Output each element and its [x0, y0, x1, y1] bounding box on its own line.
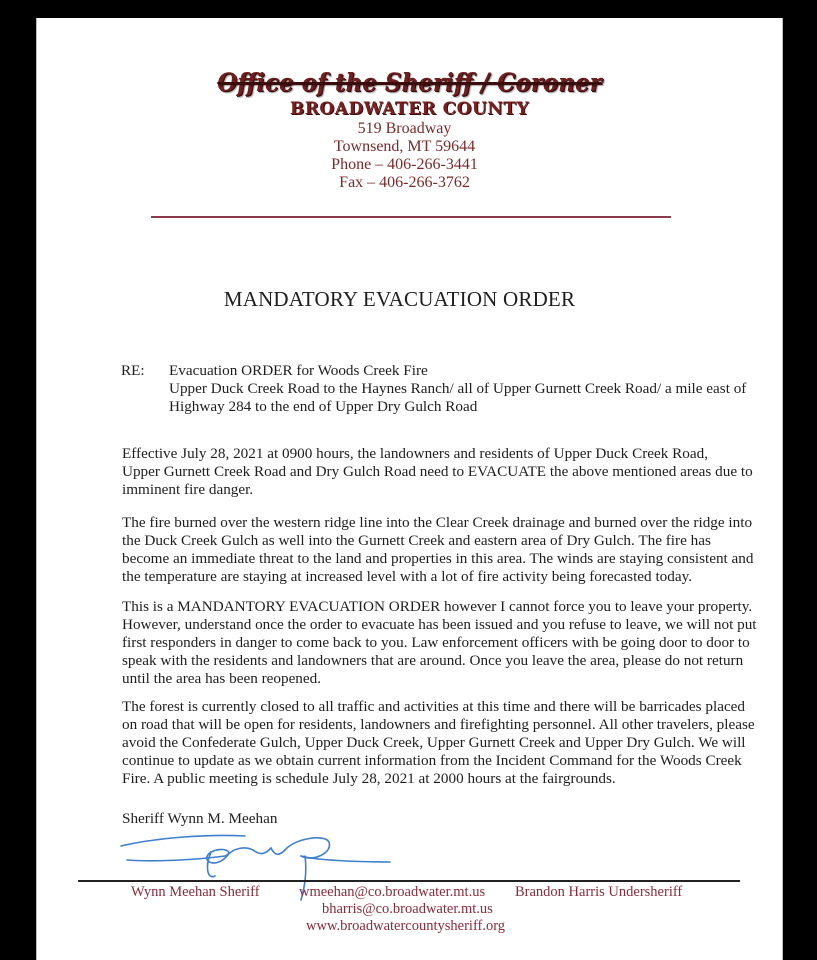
office-title: Office of the Sheriff / Coroner — [217, 68, 602, 97]
footer-email-undersheriff[interactable]: bharris@co.broadwater.mt.us — [322, 901, 493, 917]
document-title: MANDATORY EVACUATION ORDER — [223, 287, 576, 311]
address-city: Townsend, MT 59644 — [333, 138, 476, 155]
text-line: The fire burned over the western ridge line into the Clear Creek drainage and burned over the ridge into — [122, 514, 753, 531]
document-page — [36, 18, 783, 960]
address-street: 519 Broadway — [357, 120, 452, 137]
text-line: first responders in danger to come back to you. Law enforcement officers with be going door to door to — [122, 634, 750, 651]
signatory-name: Sheriff Wynn M. Meehan — [122, 810, 278, 827]
text-line: However, understand once the order to evacuate has been issued and you refuse to leave, we will not put — [122, 616, 757, 633]
text-line: Effective July 28, 2021 at 0900 hours, the landowners and residents of Upper Duck Creek Road, — [122, 445, 708, 462]
paragraph-fire-status — [122, 514, 772, 586]
text-line: on road that will be open for residents, landowners and firefighting personnel. All other travelers, please — [122, 716, 755, 733]
text-line: continue to update as we obtain current information from the Incident Command for the Woods Creek — [122, 752, 742, 769]
text-line: become an immediate threat to the land and properties in this area. The winds are staying consistent and — [122, 550, 754, 567]
county-name: BROADWATER COUNTY — [289, 99, 530, 119]
re-line: Upper Duck Creek Road to the Haynes Ranch/ all of Upper Gurnett Creek Road/ a mile east of — [169, 380, 747, 397]
text-line: Upper Gurnett Creek Road and Dry Gulch Road need to EVACUATE the above mentioned areas due to — [122, 463, 753, 480]
footer-website-link[interactable]: www.broadwatercountysheriff.org — [306, 918, 506, 934]
re-label: RE: — [121, 362, 145, 379]
footer-sheriff: Wynn Meehan Sheriff — [131, 884, 260, 900]
text-line: the temperature are staying at increased level with a lot of fire activity being forecasted today. — [122, 568, 692, 585]
footer-undersheriff: Brandon Harris Undersheriff — [515, 884, 683, 900]
footer-email-sheriff[interactable]: wmeehan@co.broadwater.mt.us — [299, 884, 486, 900]
address-fax: Fax – 406-266-3762 — [339, 174, 470, 191]
text-line: avoid the Confederate Gulch, Upper Duck Creek, Upper Gurnett Creek and Upper Dry Gulch. We will — [122, 734, 746, 751]
re-line: Highway 284 to the end of Upper Dry Gulch Road — [169, 398, 478, 415]
re-line: Evacuation ORDER for Woods Creek Fire — [169, 362, 428, 379]
paragraph-effective — [122, 445, 772, 499]
text-line: until the area has been reopened. — [122, 670, 322, 687]
re-subject — [169, 362, 769, 416]
paragraph-forest-closure — [122, 698, 772, 788]
text-line: speak with the residents and landowners that are around. Once you leave the area, please do not return — [122, 652, 744, 669]
text-line: This is a MANDANTORY EVACUATION ORDER however I cannot force you to leave your property. — [122, 598, 753, 615]
paragraph-mandatory-order — [122, 598, 772, 688]
text-line: imminent fire danger. — [122, 481, 254, 498]
text-line: Fire. A public meeting is schedule July 28, 2021 at 2000 hours at the fairgrounds. — [122, 770, 616, 787]
footer-divider — [78, 880, 740, 882]
header-divider — [151, 216, 671, 218]
address-phone: Phone – 406-266-3441 — [331, 156, 478, 173]
text-line: The forest is currently closed to all traffic and activities at this time and there will be barricades placed — [122, 698, 746, 715]
text-line: the Duck Creek Gulch as well into the Gurnett Creek and eastern area of Dry Gulch. The fire has — [122, 532, 711, 549]
